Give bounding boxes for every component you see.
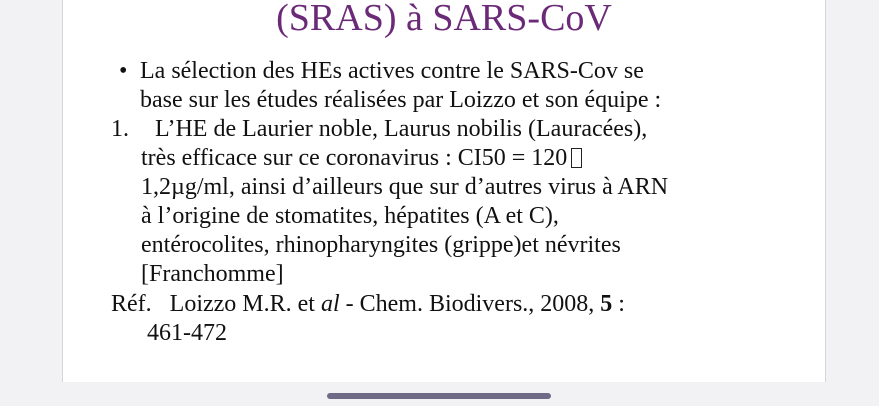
bullet-marker: • [119,58,128,84]
item-line-2-text: très efficace sur ce coronavirus : CI50 = 120 [141,145,568,171]
item-line-5: entérocolites, rhinopharyngites (grippe)et névrites [141,232,621,258]
item-line-1: L’HE de Laurier noble, Laurus nobilis (Lauracées), [155,116,648,142]
bullet-line-1: La sélection des HEs actives contre le SARS-Cov se [140,58,644,84]
item-number: 1. [111,116,129,142]
reference-colon: : [612,291,625,317]
reference-label: Réf. [111,291,152,317]
bullet-paragraph [111,57,811,115]
reference-line [111,290,811,319]
reference-pages: 461-472 [147,320,227,346]
item-line-6: [Franchomme] [141,261,284,287]
reference-volume: 5 [600,291,613,317]
item-line-4: à l’origine de stomatites, hépatites (A et C), [141,203,559,229]
slide-body [111,57,811,348]
reference-authors: Loizzo M.R. et [169,291,321,317]
home-indicator-bar[interactable] [327,393,551,399]
numbered-item-1 [111,115,811,289]
reference-al: al [320,291,340,317]
presentation-slide [62,0,826,382]
item-line-3: 1,2µg/ml, ainsi d’ailleurs que sur d’autres virus à ARN [141,174,669,200]
slide-title: (SRAS) à SARS-CoV [276,0,612,39]
reference-journal: - Chem. Biodivers., 2008, [339,291,601,317]
bullet-line-2: base sur les études réalisées par Loizzo et son équipe : [140,87,662,113]
missing-glyph-box [571,148,582,168]
item-line-2 [111,144,811,173]
